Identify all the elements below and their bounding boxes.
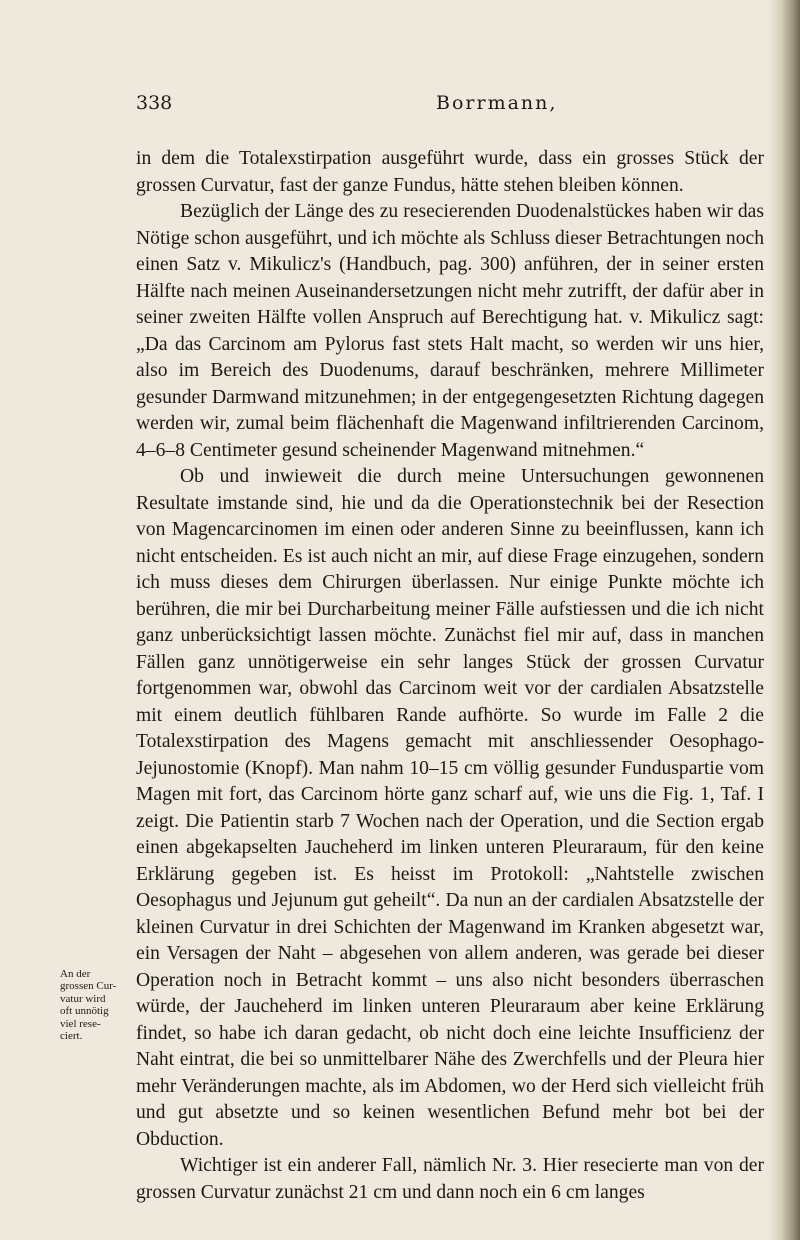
page-number: 338 [136,92,173,114]
margin-note-line: grossen Cur- [60,980,117,993]
margin-note-line: ciert. [60,1030,83,1043]
margin-note-line: vatur wird [60,992,106,1005]
margin-note [60,968,132,1042]
paragraph: Wichtiger ist ein anderer Fall, nämlich Nr. 3. Hier resecierte man von der grossen Curvatur zunächst 21 cm und dann noch ein 6 cm langes [136,1155,764,1203]
page-edge-shadow [768,0,800,1240]
page-header [136,92,756,116]
margin-note-line: An der [60,968,91,980]
margin-note-line: viel rese- [60,1017,101,1030]
margin-note-line: oft unnötig [60,1005,109,1018]
paragraph: Bezüglich der Länge des zu resecierenden Duodenalstückes haben wir das Nötige schon ausgeführt, und ich möchte als Schluss dieser Betrachtungen noch einen Satz v. Mikulicz's (Handbuch, pag. 300) anführen, der in seiner ersten Hälfte nach meinen Auseinandersetzungen nicht mehr zutrifft, der dafür aber in seiner zweiten Hälfte vollen Anspruch auf Berechtigung hat. v. Mikulicz sagt: „Da das Carcinom am Pylorus fast stets Halt macht, so werden wir uns hier, also im Bereich des Duodenums, darauf beschränken, mehrere Millimeter gesunder Darmwand mitzunehmen; in der entgegengesetzten Richtung dagegen werden wir, zumal beim flächenhaft die Magenwand infiltrierenden Carcinom, 4–6–8 Centimeter gesund scheinender Magenwand mitnehmen.“ [136,201,764,461]
paragraph: in dem die Totalexstirpation ausgeführt wurde, dass ein grosses Stück der grossen Curvatur, fast der ganze Fundus, hätte stehen bleiben können. [136,148,764,196]
paragraph: Ob und inwieweit die durch meine Untersuchungen gewonnenen Resultate imstande sind, hie und da die Operationstechnik bei der Resection von Magencarcinomen im einen oder anderen Sinne zu beeinflussen, kann ich nicht entscheiden. Es ist auch nicht an mir, auf diese Frage einzugehen, sondern ich muss dieses dem Chirurgen überlassen. Nur einige Punkte möchte ich berühren, die mir bei Durcharbeitung meiner Fälle aufstiessen und die ich nicht ganz unberücksichtigt lassen möchte. Zunächst fiel mir auf, dass in manchen Fällen ganz unnötigerweise ein sehr langes Stück der grossen Curvatur fortgenommen war, obwohl das Carcinom weit vor der cardialen Absatzstelle mit einem deutlich fühlbaren Rande aufhörte. So wurde im Falle 2 die Totalexstirpation des Magens gemacht mit anschliessender Oesophago-Jejunostomie (Knopf). Man nahm 10–15 cm völlig gesunder Funduspartie vom Magen mit fort, das Carcinom hörte ganz scharf auf, wie uns die Fig. 1, Taf. I zeigt. Die Patientin starb 7 Wochen nach der Operation, und die Section ergab einen abgekapselten Jaucheherd im linken unteren Pleuraraum, für den keine Erklärung gegeben ist. Es heisst im Protokoll: „Nahtstelle zwischen Oesophagus und Jejunum gut geheilt“. Da nun an der cardialen Absatzstelle der kleinen Curvatur in drei Schichten der Magenwand im Kranken abgesetzt war, ein Versagen der Naht – abgesehen von allem anderen, was gerade bei dieser Operation noch in Betracht kommt – uns also nicht besonders überraschen würde, der Jaucheherd im linken unteren Pleuraraum aber keine Erklärung findet, so habe ich daran gedacht, ob nicht doch eine leichte Insufficienz der Naht eintrat, die bei so unmittelbarer Nähe des Zwerchfells und der Pleura hier mehr Veränderungen machte, als im Abdomen, wo der Herd sich vielleicht früh und gut absetzte und so keinen wesentlichen Befund mehr bot bei der Obduction. [136,466,764,1150]
body-text [136,146,764,1206]
running-title: Borrmann, [436,92,558,114]
